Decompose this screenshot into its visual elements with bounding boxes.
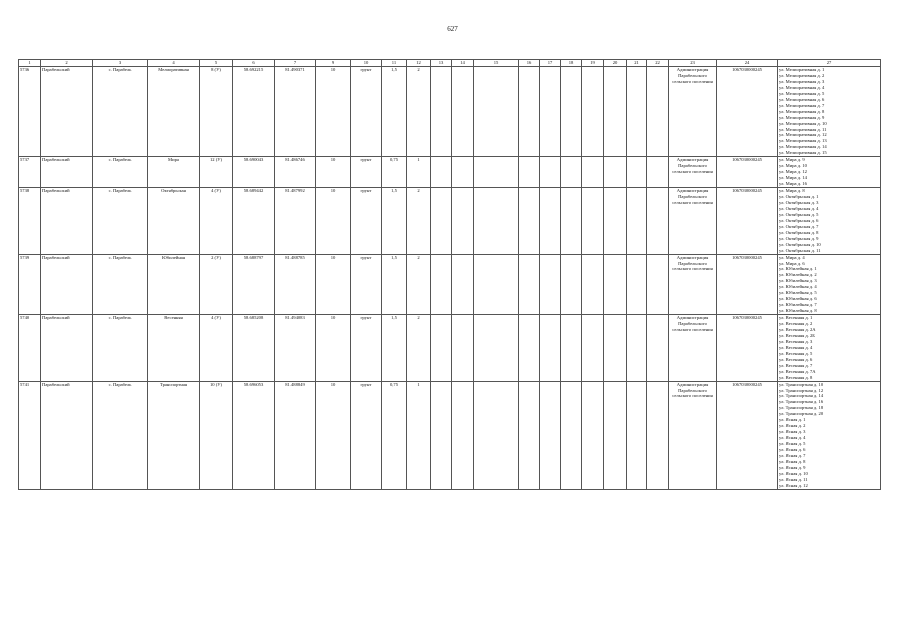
ogrn-cell: 1067030000245 — [717, 157, 778, 188]
header-cell: 12 — [407, 60, 431, 67]
district-cell: Парабельский — [41, 188, 93, 254]
address-line: ул. Мелиоративная д. 14 — [779, 144, 827, 150]
empty-cell — [647, 254, 669, 315]
address-line: ул. Весенняя д. 5 — [779, 350, 813, 356]
empty-cell — [582, 188, 604, 254]
address-line: ул. Мелиоративная д. 1 — [779, 67, 825, 72]
street-cell: Весенняя — [148, 315, 200, 381]
address-line: ул. Транспортная д. 14 — [779, 393, 824, 399]
surface-cell: грунт — [351, 188, 382, 254]
empty-cell — [431, 67, 452, 157]
address-line: ул. Мелиоративная д. 9 — [779, 114, 825, 120]
header-cell: 15 — [474, 60, 519, 67]
row-number: 5741 — [19, 381, 41, 489]
empty-cell — [540, 254, 561, 315]
empty-cell — [561, 315, 582, 381]
address-line: ул. Ясная д. 4 — [779, 435, 806, 441]
empty-cell — [519, 254, 540, 315]
street-cell: Транспортная — [148, 381, 200, 489]
organization-cell: Администрация Парабельского сельского поселения — [669, 67, 717, 157]
empty-cell — [431, 381, 452, 489]
empty-cell — [604, 254, 627, 315]
header-cell: 24 — [717, 60, 778, 67]
empty-cell — [582, 67, 604, 157]
address-line: ул. Ясная д. 5 — [779, 441, 806, 447]
empty-cell — [561, 157, 582, 188]
col9-cell: 10 — [316, 381, 351, 489]
empty-cell — [452, 188, 474, 254]
address-line: ул. Мира д. 12 — [779, 169, 807, 175]
registry-table — [18, 59, 881, 490]
district-cell: Парабельский — [41, 381, 93, 489]
table-row — [19, 254, 881, 315]
header-cell: 3 — [93, 60, 148, 67]
empty-cell — [604, 381, 627, 489]
street-cell: Октябрьская — [148, 188, 200, 254]
address-line: ул. Весенняя д. 4 — [779, 344, 813, 350]
address-line: ул. Транспортная д. 18 — [779, 405, 824, 411]
empty-cell — [540, 157, 561, 188]
address-line: ул. Мелиоративная д. 6 — [779, 96, 825, 102]
area-cell: 1,5 — [382, 67, 407, 157]
empty-cell — [647, 67, 669, 157]
empty-cell — [561, 188, 582, 254]
latitude-cell: 58.692215 — [233, 67, 275, 157]
header-cell: 27 — [778, 60, 881, 67]
empty-cell — [561, 67, 582, 157]
count-cell: 1 — [407, 157, 431, 188]
address-line: ул. Мира д. 6 — [779, 260, 805, 266]
empty-cell — [540, 315, 561, 381]
address-line: ул. Октябрьская д. 5 — [779, 211, 819, 217]
header-cell: 6 — [233, 60, 275, 67]
address-line: ул. Мира д. 14 — [779, 175, 807, 181]
header-cell: 11 — [382, 60, 407, 67]
street-cell: Юбилейная — [148, 254, 200, 315]
address-line: ул. Мелиоративная д. 15 — [779, 150, 827, 156]
address-line: ул. Весенняя д. 8 — [779, 374, 813, 380]
empty-cell — [452, 254, 474, 315]
address-line: ул. Юбилейная д. 8 — [779, 308, 817, 314]
empty-cell — [627, 381, 647, 489]
address-line: ул. Весенняя д. 2 — [779, 321, 813, 327]
longitude-cell: 81.487992 — [275, 188, 316, 254]
empty-cell — [452, 381, 474, 489]
address-line: ул. Ясная д. 8 — [779, 458, 806, 464]
address-line: ул. Весенняя д. 7А — [779, 368, 816, 374]
address-line: ул. Весенняя д. 2А — [779, 326, 816, 332]
addresses-cell — [778, 254, 881, 315]
empty-cell — [627, 315, 647, 381]
address-line: ул. Ясная д. 2 — [779, 423, 806, 429]
empty-cell — [519, 157, 540, 188]
header-cell: 17 — [540, 60, 561, 67]
empty-cell — [647, 315, 669, 381]
surface-cell: грунт — [351, 381, 382, 489]
header-cell: 23 — [669, 60, 717, 67]
address-line: ул. Мелиоративная д. 8 — [779, 108, 825, 114]
address-line: ул. Октябрьская д. 11 — [779, 247, 821, 253]
bins-cell: 4 (У) — [200, 315, 233, 381]
empty-cell — [519, 315, 540, 381]
empty-cell — [431, 157, 452, 188]
settlement-cell: с. Парабель — [93, 254, 148, 315]
empty-cell — [627, 67, 647, 157]
ogrn-cell: 1067030000245 — [717, 254, 778, 315]
address-line: ул. Юбилейная д. 4 — [779, 284, 817, 290]
address-line: ул. Транспортная д. 12 — [779, 387, 824, 393]
empty-cell — [604, 67, 627, 157]
latitude-cell: 58.685208 — [233, 315, 275, 381]
table-row — [19, 157, 881, 188]
area-cell: 0,75 — [382, 381, 407, 489]
empty-cell — [627, 254, 647, 315]
surface-cell: грунт — [351, 315, 382, 381]
address-line: ул. Мелиоративная д. 10 — [779, 120, 827, 126]
addresses-cell — [778, 67, 881, 157]
empty-cell — [627, 157, 647, 188]
header-cell: 22 — [647, 60, 669, 67]
area-cell: 0,75 — [382, 157, 407, 188]
empty-cell — [647, 157, 669, 188]
longitude-cell: 81.488849 — [275, 381, 316, 489]
surface-cell: грунт — [351, 254, 382, 315]
address-line: ул. Ясная д. 3 — [779, 429, 806, 435]
address-line: ул. Транспортная д. 20 — [779, 411, 824, 417]
organization-cell: Администрация Парабельского сельского поселения — [669, 315, 717, 381]
addresses-cell — [778, 315, 881, 381]
count-cell: 1 — [407, 381, 431, 489]
col9-cell: 10 — [316, 315, 351, 381]
empty-cell — [474, 315, 519, 381]
address-line: ул. Ясная д. 11 — [779, 476, 808, 482]
empty-cell — [647, 381, 669, 489]
count-cell: 2 — [407, 315, 431, 381]
col9-cell: 10 — [316, 157, 351, 188]
empty-cell — [582, 381, 604, 489]
addresses-cell — [778, 157, 881, 188]
address-line: ул. Мира д. 8 — [779, 188, 805, 194]
header-cell: 2 — [41, 60, 93, 67]
header-cell: 16 — [519, 60, 540, 67]
empty-cell — [452, 67, 474, 157]
address-line: ул. Октябрьская д. 4 — [779, 205, 819, 211]
address-line: ул. Транспортная д. 16 — [779, 399, 824, 405]
settlement-cell: с. Парабель — [93, 315, 148, 381]
address-line: ул. Мелиоративная д. 5 — [779, 90, 825, 96]
header-cell: 9 — [316, 60, 351, 67]
table-row — [19, 315, 881, 381]
empty-cell — [474, 157, 519, 188]
empty-cell — [452, 157, 474, 188]
ogrn-cell: 1067030000245 — [717, 188, 778, 254]
address-line: ул. Ясная д. 1 — [779, 417, 806, 423]
address-line: ул. Весенняя д. 7 — [779, 362, 813, 368]
address-line: ул. Мира д. 9 — [779, 157, 805, 163]
bins-cell: 10 (У) — [200, 381, 233, 489]
settlement-cell: с. Парабель — [93, 157, 148, 188]
organization-cell: Администрация Парабельского сельского поселения — [669, 188, 717, 254]
address-line: ул. Ясная д. 9 — [779, 464, 806, 470]
address-line: ул. Мелиоративная д. 2 — [779, 72, 825, 78]
address-line: ул. Ясная д. 12 — [779, 482, 808, 488]
address-line: ул. Юбилейная д. 3 — [779, 278, 817, 284]
empty-cell — [561, 381, 582, 489]
address-line: ул. Весенняя д. 2Б — [779, 332, 815, 338]
header-cell: 13 — [431, 60, 452, 67]
district-cell: Парабельский — [41, 315, 93, 381]
col9-cell: 10 — [316, 188, 351, 254]
settlement-cell: с. Парабель — [93, 67, 148, 157]
address-line: ул. Юбилейная д. 6 — [779, 296, 817, 302]
address-line: ул. Октябрьская д. 8 — [779, 229, 819, 235]
empty-cell — [604, 315, 627, 381]
header-cell: 1 — [19, 60, 41, 67]
empty-cell — [627, 188, 647, 254]
empty-cell — [540, 67, 561, 157]
latitude-cell: 58.689442 — [233, 188, 275, 254]
empty-cell — [540, 188, 561, 254]
address-line: ул. Весенняя д. 1 — [779, 315, 813, 321]
longitude-cell: 81.488785 — [275, 254, 316, 315]
count-cell: 2 — [407, 67, 431, 157]
organization-cell: Администрация Парабельского сельского поселения — [669, 381, 717, 489]
addresses-cell — [778, 188, 881, 254]
header-cell: 4 — [148, 60, 200, 67]
latitude-cell: 58.690043 — [233, 157, 275, 188]
header-cell: 10 — [351, 60, 382, 67]
row-number: 5737 — [19, 157, 41, 188]
address-line: ул. Ясная д. 6 — [779, 447, 806, 453]
bins-cell: 2 (У) — [200, 254, 233, 315]
address-line: ул. Транспортная д. 10 — [779, 381, 824, 387]
area-cell: 1,5 — [382, 188, 407, 254]
header-cell: 20 — [604, 60, 627, 67]
address-line: ул. Ясная д. 7 — [779, 453, 806, 458]
count-cell: 2 — [407, 254, 431, 315]
header-cell: 7 — [275, 60, 316, 67]
empty-cell — [582, 315, 604, 381]
empty-cell — [519, 67, 540, 157]
col9-cell: 10 — [316, 254, 351, 315]
address-line: ул. Октябрьская д. 9 — [779, 235, 819, 241]
ogrn-cell: 1067030000245 — [717, 67, 778, 157]
page-number: 627 — [447, 25, 458, 33]
empty-cell — [431, 188, 452, 254]
empty-cell — [431, 254, 452, 315]
longitude-cell: 81.490371 — [275, 67, 316, 157]
empty-cell — [604, 188, 627, 254]
header-cell: 19 — [582, 60, 604, 67]
ogrn-cell: 1067030000245 — [717, 381, 778, 489]
area-cell: 1,5 — [382, 315, 407, 381]
address-line: ул. Октябрьская д. 7 — [779, 223, 819, 229]
surface-cell: грунт — [351, 67, 382, 157]
address-line: ул. Ясная д. 10 — [779, 470, 808, 476]
address-line: ул. Мелиоративная д. 12 — [779, 132, 827, 138]
address-line: ул. Мелиоративная д. 4 — [779, 84, 825, 90]
organization-cell: Администрация Парабельского сельского поселения — [669, 157, 717, 188]
empty-cell — [452, 315, 474, 381]
address-line: ул. Мира д. 10 — [779, 163, 807, 169]
header-cell: 18 — [561, 60, 582, 67]
address-line: ул. Октябрьская д. 1 — [779, 194, 819, 200]
empty-cell — [647, 188, 669, 254]
address-line: ул. Юбилейная д. 2 — [779, 272, 817, 278]
district-cell: Парабельский — [41, 254, 93, 315]
settlement-cell: с. Парабель — [93, 381, 148, 489]
address-line: ул. Октябрьская д. 10 — [779, 241, 821, 247]
address-line: ул. Весенняя д. 3 — [779, 338, 813, 344]
empty-cell — [519, 188, 540, 254]
address-line: ул. Юбилейная д. 7 — [779, 302, 817, 308]
area-cell: 1,5 — [382, 254, 407, 315]
address-line: ул. Юбилейная д. 5 — [779, 290, 817, 296]
address-line: ул. Мира д. 16 — [779, 181, 807, 187]
addresses-cell — [778, 381, 881, 489]
address-line: ул. Октябрьская д. 6 — [779, 217, 819, 223]
col9-cell: 10 — [316, 67, 351, 157]
empty-cell — [474, 188, 519, 254]
empty-cell — [540, 381, 561, 489]
address-line: ул. Мелиоративная д. 7 — [779, 102, 825, 108]
row-number: 5740 — [19, 315, 41, 381]
empty-cell — [431, 315, 452, 381]
latitude-cell: 58.696053 — [233, 381, 275, 489]
settlement-cell: с. Парабель — [93, 188, 148, 254]
ogrn-cell: 1067030000245 — [717, 315, 778, 381]
empty-cell — [582, 157, 604, 188]
header-cell: 21 — [627, 60, 647, 67]
count-cell: 2 — [407, 188, 431, 254]
empty-cell — [582, 254, 604, 315]
longitude-cell: 81.494083 — [275, 315, 316, 381]
district-cell: Парабельский — [41, 157, 93, 188]
header-row — [19, 60, 881, 67]
table-row — [19, 67, 881, 157]
empty-cell — [474, 254, 519, 315]
street-cell: Мелиоративная — [148, 67, 200, 157]
empty-cell — [604, 157, 627, 188]
surface-cell: грунт — [351, 157, 382, 188]
address-line: ул. Юбилейная д. 1 — [779, 266, 817, 272]
address-line: ул. Весенняя д. 6 — [779, 356, 813, 362]
address-line: ул. Мелиоративная д. 13 — [779, 138, 827, 144]
organization-cell: Администрация Парабельского сельского поселения — [669, 254, 717, 315]
header-cell: 14 — [452, 60, 474, 67]
empty-cell — [474, 381, 519, 489]
street-cell: Мира — [148, 157, 200, 188]
longitude-cell: 81.486746 — [275, 157, 316, 188]
empty-cell — [519, 381, 540, 489]
bins-cell: 12 (У) — [200, 157, 233, 188]
bins-cell: 4 (У) — [200, 188, 233, 254]
row-number: 5739 — [19, 254, 41, 315]
district-cell: Парабельский — [41, 67, 93, 157]
header-cell: 5 — [200, 60, 233, 67]
latitude-cell: 58.688797 — [233, 254, 275, 315]
table-row — [19, 188, 881, 254]
empty-cell — [474, 67, 519, 157]
table-row — [19, 381, 881, 489]
empty-cell — [561, 254, 582, 315]
address-line: ул. Мелиоративная д. 3 — [779, 78, 825, 84]
address-line: ул. Октябрьская д. 3 — [779, 199, 819, 205]
row-number: 5738 — [19, 188, 41, 254]
address-line: ул. Мира д. 4 — [779, 254, 805, 260]
row-number: 5736 — [19, 67, 41, 157]
bins-cell: 8 (У) — [200, 67, 233, 157]
address-line: ул. Мелиоративная д. 11 — [779, 126, 827, 132]
